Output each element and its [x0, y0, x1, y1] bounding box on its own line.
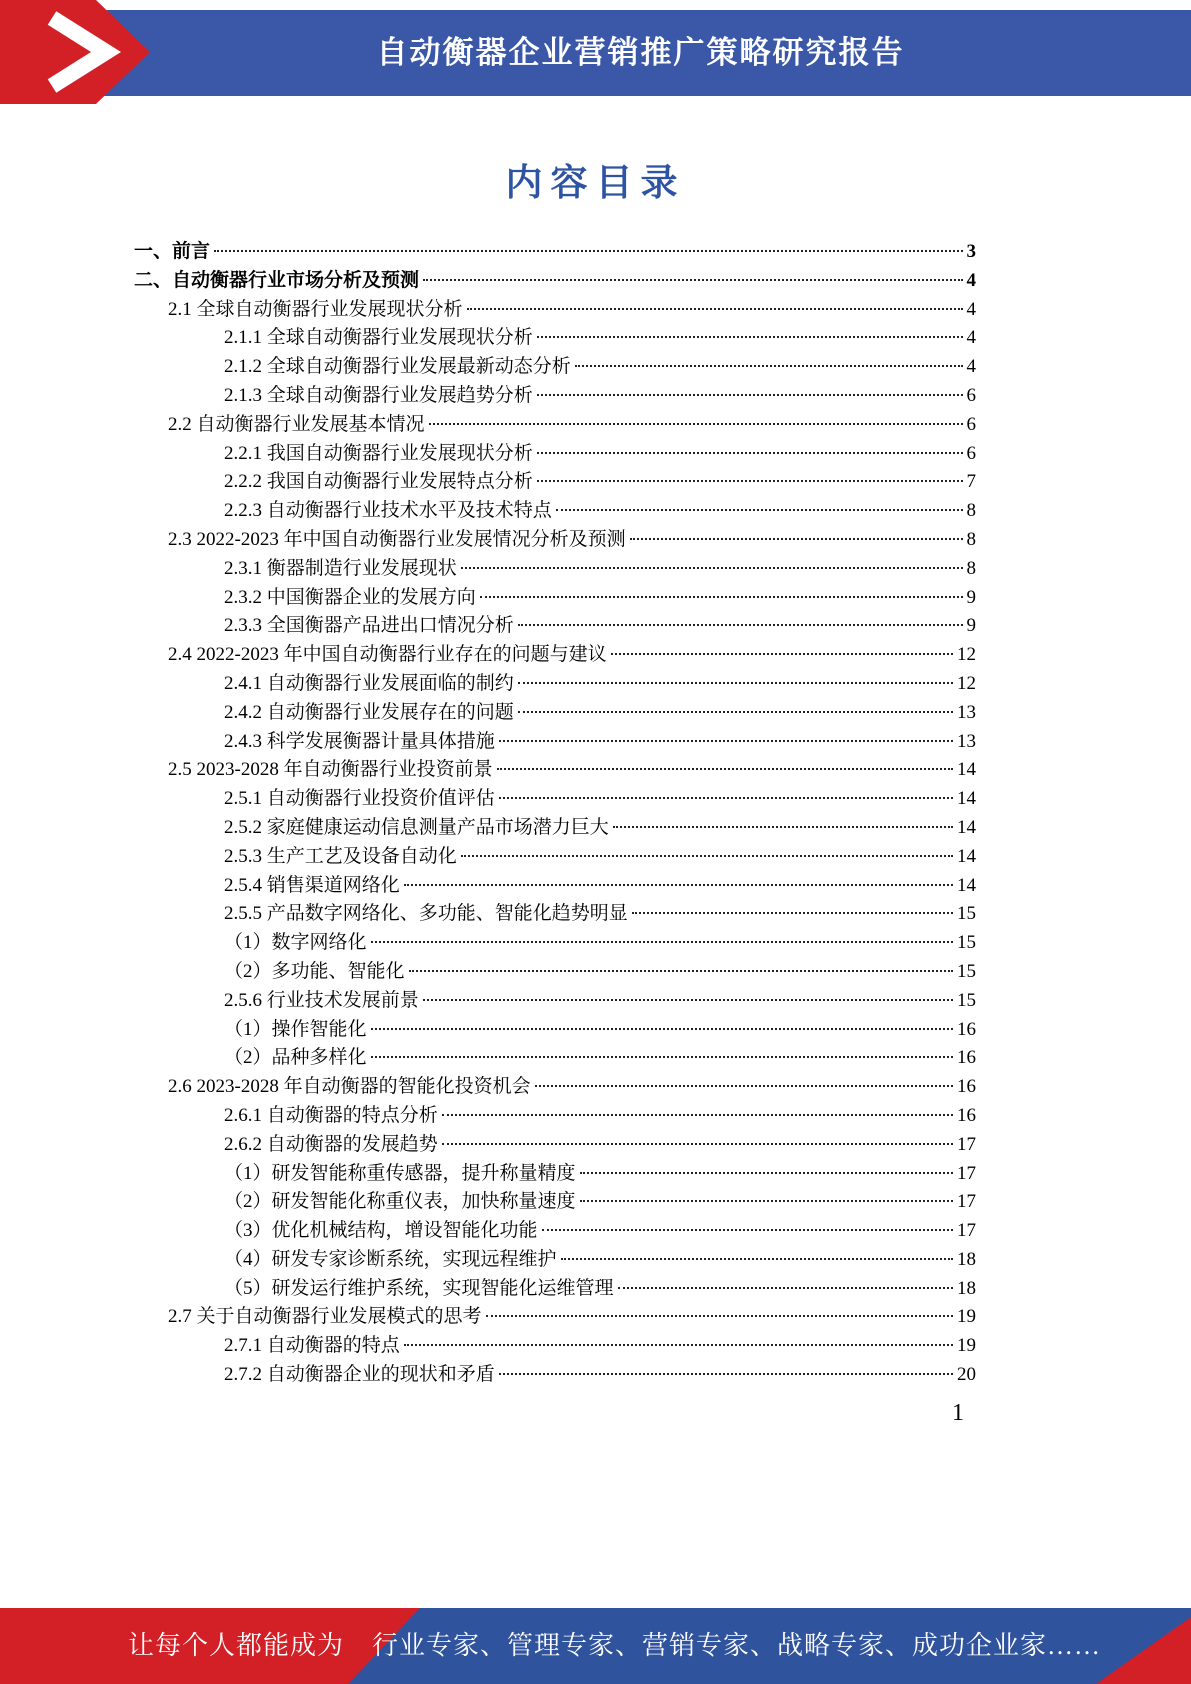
toc-leader-dots [371, 1028, 953, 1030]
toc-entry-label: （1）数字网络化 [224, 932, 367, 954]
toc-entry [134, 670, 976, 699]
toc-entry-page: 19 [957, 1335, 976, 1357]
toc-leader-dots [613, 826, 953, 828]
toc-entry [134, 353, 976, 382]
toc-entry-label: 2.2.1 我国自动衡器行业发展现状分析 [224, 442, 533, 464]
toc-entry [134, 1044, 976, 1073]
toc-entry-label: 2.5.6 行业技术发展前景 [224, 989, 419, 1011]
toc-entry-page: 8 [966, 557, 976, 579]
toc-entry [134, 267, 976, 296]
toc-entry-page: 16 [957, 1018, 976, 1040]
toc-entry [134, 1275, 976, 1304]
toc-entry-label: 2.3.3 全国衡器产品进出口情况分析 [224, 615, 514, 637]
toc-entry-label: （5）研发运行维护系统，实现智能化运维管理 [224, 1277, 614, 1299]
toc-leader-dots [561, 1258, 953, 1260]
toc-entry-page: 13 [957, 730, 976, 752]
toc-entry-page: 6 [966, 384, 976, 406]
toc-leader-dots [542, 1229, 953, 1231]
toc-leader-dots [404, 1344, 953, 1346]
toc-entry-page: 14 [957, 845, 976, 867]
toc-entry [134, 382, 976, 411]
toc-entry [134, 324, 976, 353]
toc-leader-dots [518, 711, 953, 713]
toc-leader-dots [404, 884, 953, 886]
toc-entry-page: 4 [966, 298, 976, 320]
toc-entry [134, 555, 976, 584]
toc-leader-dots [518, 624, 963, 626]
toc-entry-label: 2.4 2022-2023 年中国自动衡器行业存在的问题与建议 [168, 644, 607, 666]
toc-entry-label: 2.3.2 中国衡器企业的发展方向 [224, 586, 476, 608]
toc-leader-dots [632, 912, 953, 914]
toc-entry [134, 440, 976, 469]
toc-leader-dots [461, 855, 953, 857]
toc-entry-page: 15 [957, 903, 976, 925]
toc-entry-label: 2.3 2022-2023 年中国自动衡器行业发展情况分析及预测 [168, 528, 626, 550]
toc-entry-page: 3 [966, 241, 976, 262]
footer-slogan-right: 行业专家、管理专家、营销专家、战略专家、成功企业家…… [372, 1631, 1102, 1660]
toc-entry-label: 2.3.1 衡器制造行业发展现状 [224, 557, 457, 579]
toc-entry-label: （4）研发专家诊断系统，实现远程维护 [224, 1248, 557, 1270]
toc-entry-page: 17 [957, 1162, 976, 1184]
toc-entry-label: 2.4.3 科学发展衡器计量具体措施 [224, 730, 495, 752]
toc-entry-label: 2.5.4 销售渠道网络化 [224, 874, 400, 896]
toc-entry-label: 2.5.5 产品数字网络化、多功能、智能化趋势明显 [224, 903, 628, 925]
toc-entry-page: 15 [957, 989, 976, 1011]
toc-entry-label: 2.1.1 全球自动衡器行业发展现状分析 [224, 327, 533, 349]
toc-entry [134, 1102, 976, 1131]
toc-entry-page: 16 [957, 1047, 976, 1069]
toc-entry-page: 8 [966, 528, 976, 550]
toc-entry-page: 12 [957, 644, 976, 666]
toc-entry [134, 1217, 976, 1246]
toc-leader-dots [423, 279, 962, 281]
toc-entry [134, 612, 976, 641]
toc-leader-dots [618, 1287, 953, 1289]
toc-entry [134, 1246, 976, 1275]
toc-entry-page: 17 [957, 1133, 976, 1155]
toc-entry-label: 2.2.2 我国自动衡器行业发展特点分析 [224, 471, 533, 493]
toc-leader-dots [480, 596, 963, 598]
toc-entry-label: （3）优化机械结构，增设智能化功能 [224, 1220, 538, 1242]
toc-entry-page: 14 [957, 874, 976, 896]
toc-entry-label: 2.5 2023-2028 年自动衡器行业投资前景 [168, 759, 493, 781]
toc-entry [134, 1016, 976, 1045]
toc-leader-dots [518, 682, 953, 684]
toc-entry-page: 4 [966, 356, 976, 378]
toc-entry-label: 2.4.2 自动衡器行业发展存在的问题 [224, 701, 514, 723]
toc-entry [134, 987, 976, 1016]
toc-entry-label: 2.5.1 自动衡器行业投资价值评估 [224, 788, 495, 810]
toc-leader-dots [486, 1315, 953, 1317]
toc-entry-label: 2.7 关于自动衡器行业发展模式的思考 [168, 1306, 482, 1328]
toc-entry [134, 1160, 976, 1189]
toc-leader-dots [556, 509, 963, 511]
toc-entry-page: 20 [957, 1364, 976, 1386]
toc-entry-label: 2.7.1 自动衡器的特点 [224, 1335, 400, 1357]
toc-entry-page: 18 [957, 1277, 976, 1299]
toc-leader-dots [497, 768, 953, 770]
toc-entry [134, 1188, 976, 1217]
toc-entry-page: 19 [957, 1306, 976, 1328]
page-header [0, 0, 1191, 106]
toc-entry [134, 958, 976, 987]
toc-entry-page: 15 [957, 960, 976, 982]
toc-entry [134, 641, 976, 670]
toc-leader-dots [499, 740, 953, 742]
toc-entry-label: 2.6.2 自动衡器的发展趋势 [224, 1133, 438, 1155]
toc-entry-page: 14 [957, 759, 976, 781]
toc-leader-dots [467, 308, 963, 310]
toc-entry-label: 2.4.1 自动衡器行业发展面临的制约 [224, 672, 514, 694]
toc-leader-dots [630, 538, 963, 540]
toc-entry-page: 17 [957, 1220, 976, 1242]
toc-entry-page: 9 [966, 615, 976, 637]
footer-slogan-left: 让每个人都能成为 [128, 1631, 345, 1660]
toc-entry [134, 900, 976, 929]
toc-leader-dots [537, 394, 963, 396]
toc-leader-dots [499, 797, 953, 799]
toc-entry-page: 6 [966, 442, 976, 464]
toc-leader-dots [409, 970, 953, 972]
toc-leader-dots [535, 1085, 953, 1087]
toc-entry-page: 16 [957, 1104, 976, 1126]
toc-entry [134, 468, 976, 497]
toc-entry [134, 238, 976, 267]
toc-entry [134, 411, 976, 440]
toc-entry-page: 9 [966, 586, 976, 608]
report-title: 自动衡器企业营销推广策略研究报告 [376, 35, 905, 70]
toc-entry [134, 1361, 976, 1390]
toc-entry-label: 2.2 自动衡器行业发展基本情况 [168, 413, 425, 435]
toc-entry-label: 2.2.3 自动衡器行业技术水平及技术特点 [224, 500, 552, 522]
toc-leader-dots [537, 336, 963, 338]
page-footer [0, 1608, 1191, 1684]
toc-entry [134, 526, 976, 555]
toc-leader-dots [580, 1172, 953, 1174]
toc-entry-label: 2.7.2 自动衡器企业的现状和矛盾 [224, 1364, 495, 1386]
toc-entry [134, 1332, 976, 1361]
toc-entry [134, 296, 976, 325]
toc-entry-page: 8 [966, 500, 976, 522]
toc-leader-dots [537, 480, 963, 482]
toc-title: 内容目录 [505, 163, 686, 204]
red-arrow-icon [0, 0, 150, 104]
toc-entry-page: 7 [966, 471, 976, 493]
toc-list [134, 238, 976, 1390]
toc-entry [134, 785, 976, 814]
toc-entry [134, 843, 976, 872]
toc-leader-dots [214, 250, 962, 252]
toc-entry-label: 二、自动衡器行业市场分析及预测 [134, 269, 420, 291]
toc-entry [134, 497, 976, 526]
toc-entry-label: （1）研发智能称重传感器，提升称量精度 [224, 1162, 576, 1184]
toc-entry [134, 1131, 976, 1160]
toc-entry-page: 4 [966, 327, 976, 349]
toc-entry-label: 2.1 全球自动衡器行业发展现状分析 [168, 298, 463, 320]
toc-entry-page: 18 [957, 1248, 976, 1270]
toc-entry [134, 872, 976, 901]
toc-leader-dots [442, 1143, 953, 1145]
toc-leader-dots [371, 1056, 953, 1058]
toc-entry-label: 2.5.2 家庭健康运动信息测量产品市场潜力巨大 [224, 816, 609, 838]
toc-entry-label: （2）研发智能化称重仪表，加快称量速度 [224, 1191, 576, 1213]
toc-leader-dots [442, 1114, 953, 1116]
toc-entry-label: 2.1.3 全球自动衡器行业发展趋势分析 [224, 384, 533, 406]
toc-entry [134, 728, 976, 757]
toc-leader-dots [537, 452, 963, 454]
toc-entry-label: 2.6 2023-2028 年自动衡器的智能化投资机会 [168, 1076, 531, 1098]
toc-entry [134, 929, 976, 958]
toc-entry-page: 14 [957, 788, 976, 810]
toc-entry-page: 15 [957, 932, 976, 954]
toc-entry-page: 6 [966, 413, 976, 435]
toc-entry-page: 13 [957, 701, 976, 723]
toc-entry-label: （2）多功能、智能化 [224, 960, 405, 982]
toc-entry [134, 1303, 976, 1332]
toc-leader-dots [575, 365, 963, 367]
toc-leader-dots [371, 941, 953, 943]
toc-entry-page: 17 [957, 1191, 976, 1213]
toc-leader-dots [423, 999, 953, 1001]
toc-entry-page: 4 [966, 269, 976, 291]
toc-entry-page: 14 [957, 816, 976, 838]
toc-entry-page: 12 [957, 672, 976, 694]
toc-entry [134, 756, 976, 785]
toc-entry [134, 584, 976, 613]
toc-entry-label: 2.6.1 自动衡器的特点分析 [224, 1104, 438, 1126]
toc-entry-label: 一、前言 [134, 241, 211, 262]
toc-entry-label: 2.1.2 全球自动衡器行业发展最新动态分析 [224, 356, 571, 378]
toc-entry-label: 2.5.3 生产工艺及设备自动化 [224, 845, 457, 867]
toc-entry-page: 16 [957, 1076, 976, 1098]
toc-entry-label: （1）操作智能化 [224, 1018, 367, 1040]
toc-leader-dots [580, 1200, 953, 1202]
toc-entry [134, 814, 976, 843]
toc-leader-dots [611, 653, 953, 655]
page-number: 1 [952, 1400, 964, 1426]
toc-leader-dots [499, 1373, 953, 1375]
toc-entry [134, 699, 976, 728]
toc-entry-label: （2）品种多样化 [224, 1047, 367, 1069]
toc-leader-dots [461, 567, 963, 569]
toc-entry [134, 1073, 976, 1102]
toc-leader-dots [429, 423, 963, 425]
